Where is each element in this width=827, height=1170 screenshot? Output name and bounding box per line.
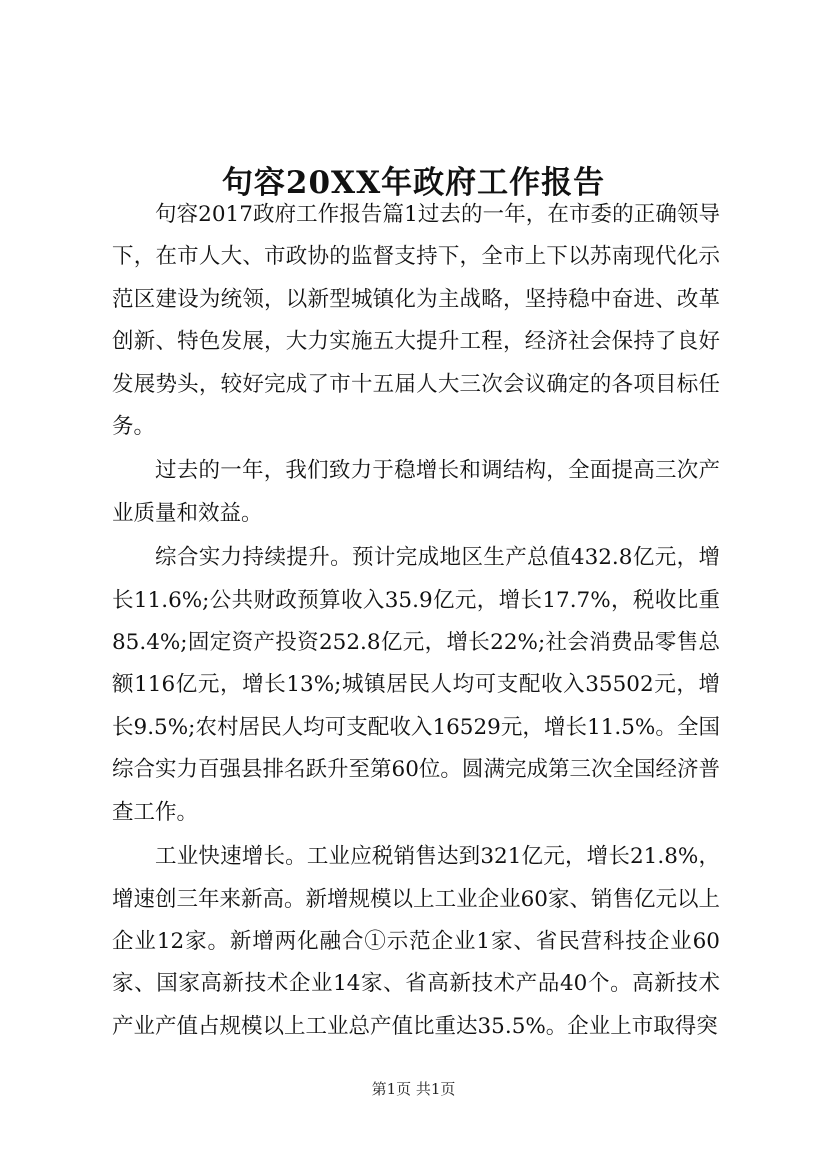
paragraph-intro: 句容2017政府工作报告篇1过去的一年，在市委的正确领导下，在市人大、市政协的监督支持下，全市上下以苏南现代化示范区建设为统领，以新型城镇化为主战略，坚持稳中奋进、改革创新、特色发展，大力实施五大提升工程，经济社会保持了良好发展势头，较好完成了市十五届人大三次会议确定的各项目标任务。	[112, 202, 720, 440]
page-title: 句容20XX年政府工作报告	[221, 164, 606, 201]
paragraph-industry: 工业快速增长。工业应税销售达到321亿元，增长21.8%，增速创三年来新高。新增规模以上工业企业60家、销售亿元以上企业12家。新增两化融合①示范企业1家、省民营科技企业60家、国家高新技术企业14家、省高新技术产品40个。高新技术产业产值占规模以上工业总产值比重达35.5%。企业上市取得突	[112, 844, 720, 1039]
paragraph-summary: 过去的一年，我们致力于稳增长和调结构，全面提高三次产业质量和效益。	[112, 458, 720, 526]
page-footer: 第1页 共1页	[371, 1080, 456, 1098]
paragraph-economy: 综合实力持续提升。预计完成地区生产总值432.8亿元，增长11.6%;公共财政预算收入35.9亿元，增长17.7%，税收比重85.4%;固定资产投资252.8亿元，增长22%;社会消费品零售总额116亿元，增长13%;城镇居民人均可支配收入35502元，增长9.5%;农村居民人均可支配收入16529元，增长11.5%。全国综合实力百强县排名跃升至第60位。圆满完成第三次全国经济普查工作。	[112, 545, 720, 825]
document-body	[112, 194, 720, 1048]
